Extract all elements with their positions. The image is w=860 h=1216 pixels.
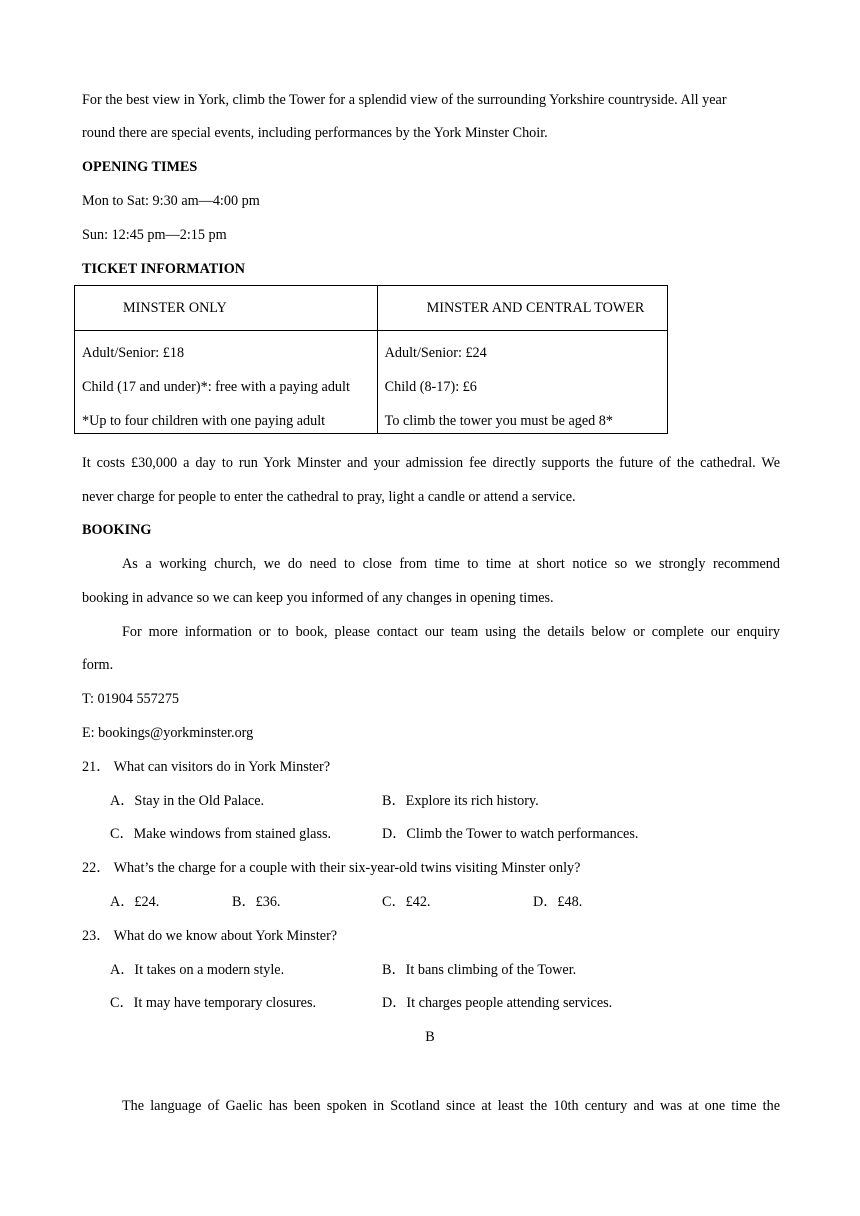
booking-p2-line-2: form. xyxy=(82,657,114,673)
question-23-stem: 23． What do we know about York Minster? xyxy=(82,928,338,944)
question-22-stem: 22． What’s the charge for a couple with their six-year-old twins visiting Minster only? xyxy=(82,860,581,876)
section-b-label: B xyxy=(425,1029,435,1045)
ticket-col1-row: *Up to four children with one paying adult xyxy=(82,413,326,429)
booking-heading: BOOKING xyxy=(82,522,152,538)
booking-p2-line-1: For more information or to book, please contact our team using the details below or complete our enquiry xyxy=(122,624,780,640)
q21-option-c: C．Make windows from stained glass. xyxy=(110,826,332,842)
booking-email: E: bookings@yorkminster.org xyxy=(82,725,254,741)
ticket-info-heading: TICKET INFORMATION xyxy=(82,261,246,277)
q21-option-d: D．Climb the Tower to watch performances. xyxy=(382,826,639,842)
section-b-line-1: The language of Gaelic has been spoken in Scotland since at least the 10th century and was at one time the xyxy=(122,1098,780,1114)
cost-line-1: It costs £30,000 a day to run York Minster and your admission fee directly supports the future of the cathedral. We xyxy=(82,455,780,471)
ticket-col2-header: MINSTER AND CENTRAL TOWER xyxy=(426,300,645,316)
ticket-col1-row: Child (17 and under)*: free with a paying adult xyxy=(82,379,350,395)
ticket-col2-row: Child (8-17): £6 xyxy=(384,379,477,395)
booking-p1-line-1: As a working church, we do need to close from time to time at short notice so we strongly recommend xyxy=(122,556,780,572)
q23-option-b: B．It bans climbing of the Tower. xyxy=(382,962,577,978)
intro-line-2: round there are special events, including performances by the York Minster Choir. xyxy=(82,125,548,141)
ticket-col2-row: Adult/Senior: £24 xyxy=(384,345,487,361)
q23-option-d: D．It charges people attending services. xyxy=(382,995,613,1011)
q22-option-a: A．£24. xyxy=(110,894,160,910)
q23-option-a: A．It takes on a modern style. xyxy=(110,962,285,978)
booking-p1-line-2: booking in advance so we can keep you informed of any changes in opening times. xyxy=(82,590,554,606)
question-21-stem: 21． What can visitors do in York Minster? xyxy=(82,759,331,775)
ticket-col1-header: MINSTER ONLY xyxy=(123,300,227,316)
ticket-col2-row: To climb the tower you must be aged 8* xyxy=(384,413,613,429)
booking-phone: T: 01904 557275 xyxy=(82,691,180,707)
q21-option-a: A．Stay in the Old Palace. xyxy=(110,793,265,809)
opening-times-heading: OPENING TIMES xyxy=(82,159,198,175)
q22-option-b: B．£36. xyxy=(232,894,281,910)
intro-line-1: For the best view in York, climb the Tower for a splendid view of the surrounding Yorkshire countryside. All year xyxy=(82,92,727,108)
q22-option-c: C．£42. xyxy=(382,894,431,910)
q21-option-b: B．Explore its rich history. xyxy=(382,793,539,809)
ticket-col1-row: Adult/Senior: £18 xyxy=(82,345,185,361)
cost-line-2: never charge for people to enter the cathedral to pray, light a candle or attend a service. xyxy=(82,489,576,505)
q23-option-c: C．It may have temporary closures. xyxy=(110,995,317,1011)
q22-option-d: D．£48. xyxy=(533,894,583,910)
opening-weekday: Mon to Sat: 9:30 am—4:00 pm xyxy=(82,193,260,209)
opening-sunday: Sun: 12:45 pm—2:15 pm xyxy=(82,227,227,243)
ticket-table xyxy=(74,285,668,434)
